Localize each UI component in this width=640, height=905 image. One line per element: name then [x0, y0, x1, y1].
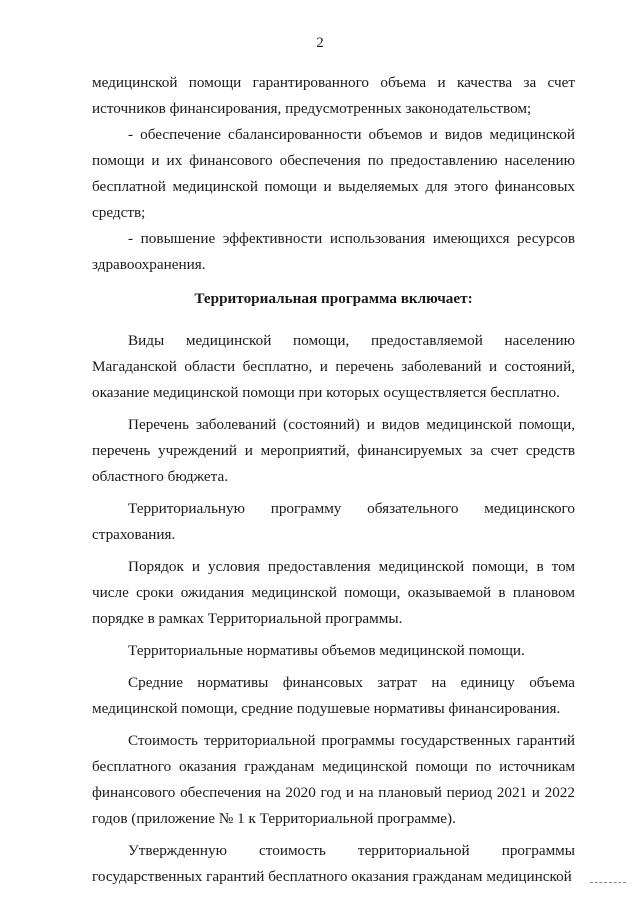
document-body [92, 70, 575, 890]
paragraph-10: Стоимость территориальной программы государственных гарантий бесплатного оказания гражданам медицинской помощи по источникам финансового обеспечения на 2020 год и на плановый период 2021 и 2022 годов (приложение № 1 к Территориальной программе). [92, 732, 575, 827]
paragraph-1: медицинской помощи гарантированного объема и качества за счет источников финансирования, предусмотренных законодательством; [92, 74, 575, 117]
paragraph-2: - обеспечение сбалансированности объемов и видов медицинской помощи и их финансового обеспечения по предоставлению населению бесплатной медицинской помощи и выделяемых для этого финансовых средств; [92, 126, 575, 221]
section-heading: Территориальная программа включает: [194, 290, 473, 307]
paragraph-7: Порядок и условия предоставления медицинской помощи, в том числе сроки ожидания медицинской помощи, оказываемой в плановом порядке в рамках Территориальной программы. [92, 558, 575, 627]
paragraph-5: Перечень заболеваний (состояний) и видов медицинской помощи, перечень учреждений и мероприятий, финансируемых за счет средств областного бюджета. [92, 416, 575, 485]
paragraph-4: Виды медицинской помощи, предоставляемой населению Магаданской области бесплатно, и перечень заболеваний и состояний, оказание медицинской помощи при которых осуществляется бесплатно. [92, 332, 575, 401]
scan-mark [590, 882, 626, 885]
paragraph-8: Территориальные нормативы объемов медицинской помощи. [128, 642, 525, 659]
page-number: 2 [316, 35, 324, 51]
paragraph-9: Средние нормативы финансовых затрат на единицу объема медицинской помощи, средние подушевые нормативы финансирования. [92, 674, 575, 717]
paragraph-3: - повышение эффективности использования имеющихся ресурсов здравоохранения. [92, 230, 575, 273]
paragraph-11: Утвержденную стоимость территориальной программы государственных гарантий бесплатного оказания гражданам медицинской [92, 842, 575, 885]
paragraph-6: Территориальную программу обязательного медицинского страхования. [92, 500, 575, 543]
